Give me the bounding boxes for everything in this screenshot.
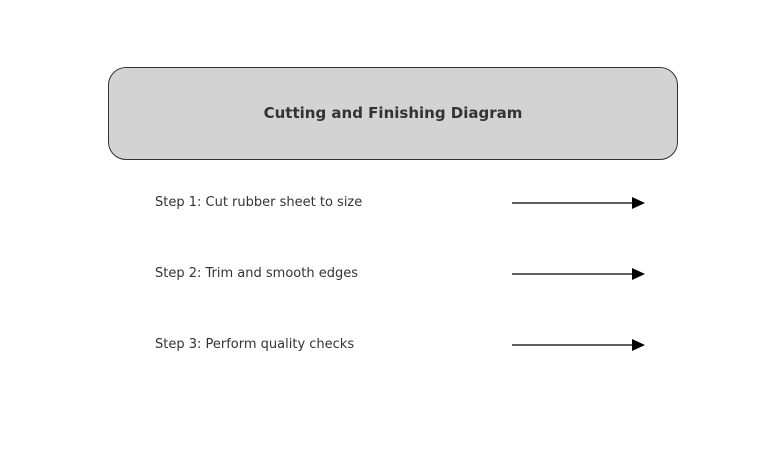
step-2-arrow-icon [512,266,646,282]
step-2-label: Step 2: Trim and smooth edges [155,266,358,281]
step-3-label: Step 3: Perform quality checks [155,337,355,352]
diagram-title: Cutting and Finishing Diagram [263,104,523,122]
step-1-label: Step 1: Cut rubber sheet to size [155,195,363,210]
step-3-arrow-icon [512,337,646,353]
step-1-arrow-icon [512,195,646,211]
